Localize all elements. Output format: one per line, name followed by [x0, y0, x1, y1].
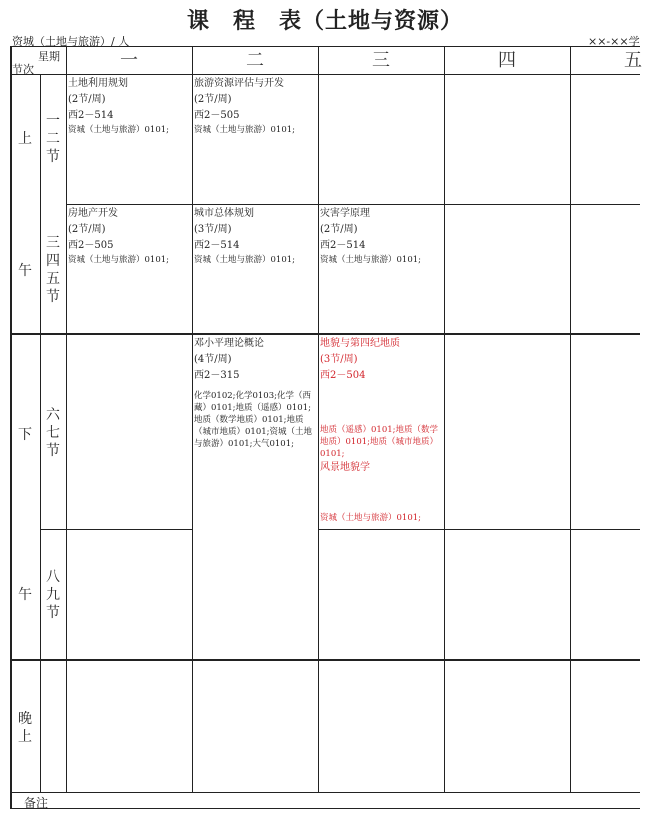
section-1-2: 一 二 节 — [46, 113, 60, 165]
grid-line — [10, 808, 640, 809]
course-hours: (3节/周) — [194, 224, 232, 235]
remark-label: 备注 — [24, 796, 49, 810]
course-cell-tue-3-5 — [194, 206, 316, 266]
corner-period-label: 节次 — [12, 63, 34, 76]
grid-line — [10, 659, 640, 661]
section-6-7: 六 七 节 — [46, 407, 60, 459]
course-cell-wed-afternoon — [320, 336, 442, 524]
grid-line — [444, 46, 445, 792]
course-cell-wed-3-5 — [320, 206, 442, 266]
day-header-tue: 二 — [246, 50, 264, 71]
course-classes-secondary: 资城（土地与旅游）0101; — [320, 513, 421, 523]
course-classes: 资城（土地与旅游）0101; — [194, 255, 295, 265]
course-cell-mon-3-5 — [68, 206, 190, 266]
grid-line — [318, 46, 319, 792]
course-name: 邓小平理论概论 — [194, 338, 264, 349]
class-label: 资城（土地与旅游）/ 人 — [12, 35, 130, 48]
course-hours: (2节/周) — [68, 224, 106, 235]
day-header-wed: 三 — [372, 50, 390, 71]
grid-line — [66, 46, 67, 792]
grid-line — [10, 333, 640, 335]
period-evening: 晚 上 — [18, 711, 32, 745]
period-afternoon-1: 下 — [18, 427, 32, 443]
grid-line — [10, 74, 640, 75]
day-header-thu: 四 — [498, 50, 516, 71]
course-classes: 资城（土地与旅游）0101; — [68, 125, 169, 135]
course-cell-mon-1-2 — [68, 76, 190, 136]
course-classes: 化学0102;化学0103;化学（西藏）0101;地质（遥感）0101;地质（数学地质）0101;地质（城市地质）0101;资城（土地与旅游）0101;大气0101; — [194, 391, 312, 449]
grid-line — [10, 792, 640, 793]
course-name: 灾害学原理 — [320, 208, 370, 219]
grid-line — [192, 204, 640, 205]
course-name: 地貌与第四纪地质 — [320, 338, 400, 349]
course-hours: (4节/周) — [194, 354, 232, 365]
section-3-5: 三 四 五 节 — [46, 235, 60, 305]
grid-line — [66, 204, 192, 205]
course-room: 西2－514 — [194, 240, 240, 251]
course-room: 西2－505 — [68, 240, 114, 251]
course-room: 西2－514 — [68, 110, 114, 121]
course-cell-tue-1-2 — [194, 76, 316, 136]
day-header-mon: 一 — [120, 50, 138, 71]
grid-line — [10, 46, 640, 47]
course-hours: (3节/周) — [320, 354, 358, 365]
course-name: 土地利用规划 — [68, 78, 128, 89]
period-morning-1: 上 — [18, 131, 32, 147]
grid-line — [192, 46, 193, 792]
period-afternoon-2: 午 — [18, 587, 32, 603]
course-hours: (2节/周) — [194, 94, 232, 105]
course-classes: 资城（土地与旅游）0101; — [320, 255, 421, 265]
day-header-fri: 五 — [624, 50, 642, 71]
course-cell-tue-afternoon — [194, 336, 314, 450]
course-classes: 资城（土地与旅游）0101; — [68, 255, 169, 265]
course-room: 西2－505 — [194, 110, 240, 121]
grid-line — [318, 529, 640, 530]
course-name: 城市总体规划 — [194, 208, 254, 219]
course-hours: (2节/周) — [320, 224, 358, 235]
course-room: 西2－514 — [320, 240, 366, 251]
course-room: 西2－504 — [320, 370, 366, 381]
course-name: 房地产开发 — [68, 208, 118, 219]
grid-line — [570, 46, 571, 792]
course-room: 西2－315 — [194, 370, 240, 381]
period-morning-2: 午 — [18, 263, 32, 279]
grid-line — [40, 529, 192, 530]
section-8-9: 八 九 节 — [46, 569, 60, 621]
course-hours: (2节/周) — [68, 94, 106, 105]
term-label: ××-××学 — [588, 35, 640, 48]
course-name: 旅游资源评估与开发 — [194, 78, 284, 89]
page-title: 课 程 表（土地与资源） — [186, 9, 463, 34]
course-name-secondary: 风景地貌学 — [320, 462, 370, 473]
course-classes: 地质（遥感）0101;地质（数学地质）0101;地质（城市地质）0101; — [320, 425, 438, 459]
course-classes: 资城（土地与旅游）0101; — [194, 125, 295, 135]
corner-weekday-label: 星期 — [38, 50, 60, 63]
